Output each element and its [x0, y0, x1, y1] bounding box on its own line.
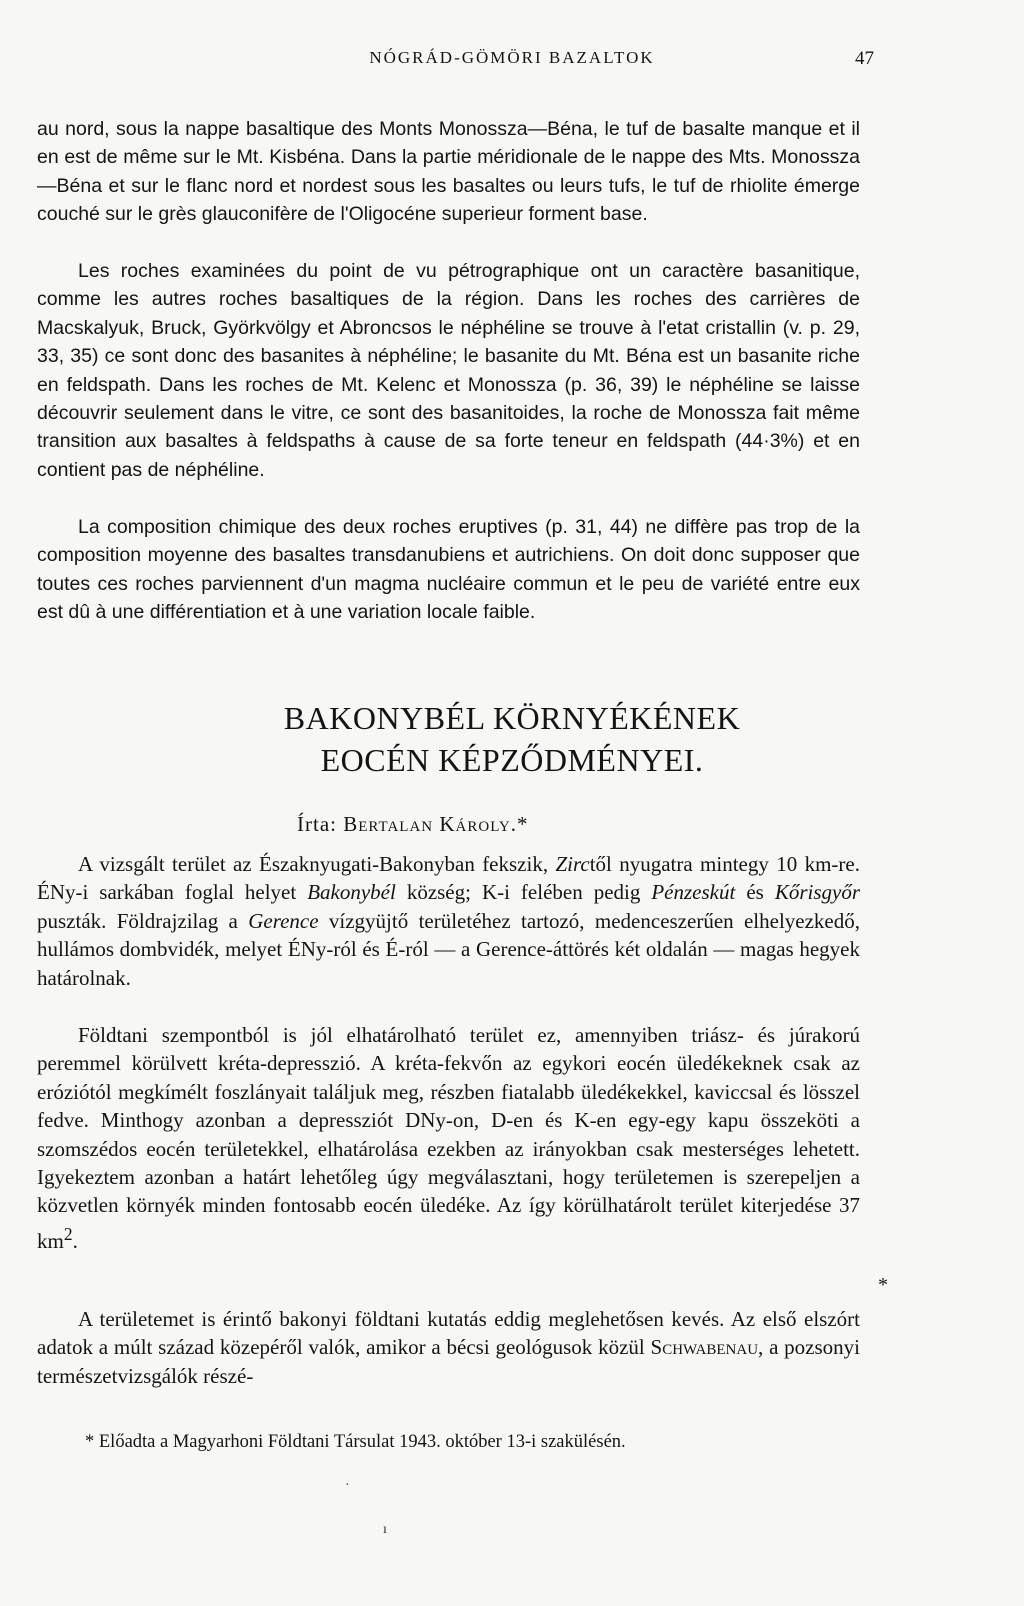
article-title-line-2: EOCÉN KÉPZŐDMÉNYEI. — [320, 742, 704, 778]
text-segment: től nyugatra mintegy 10 km-re. ÉNy-i sarkában foglal helyet — [37, 852, 860, 905]
print-speck: ı — [383, 1522, 387, 1537]
superscript: 2 — [63, 1223, 73, 1244]
running-title: NÓGRÁD-GÖMÖRI BAZALTOK — [369, 48, 655, 67]
page-header — [0, 48, 1024, 76]
place-name-bakonybel: Bakonybél — [307, 880, 396, 905]
text-segment: , a pozsonyi természetvizsgálók részé- — [37, 1335, 860, 1388]
text-segment: Földtani szempontból is jól elhatárolható terület ez, amennyiben triász- és júrakorú peremmel körülvett kréta-depresszió. A kréta-fekvőn az egykori eocén üledékeknek csak az eróziótól megkímélt foszlányait találjuk meg, részben fiatalabb üledékekkel, kaviccsal és lösszel fedve. Minthogy azonban a depressziót DNy-on, D-en és K-en egy-egy kapu összeköti a szomszédos eocén területekkel, elhatárolása ezekben az irányokban csak mesterséges lehetett. Igyekeztem azonban a határt lehetőleg úgy megválasztani, hogy területemen is szerepeljen a közvetlen környék minden fontosabb eocén üledéke. Az így körülhatárolt terület kiterjedése 37 km — [37, 1023, 860, 1253]
author-name-schwabenau: Schwabenau — [650, 1335, 759, 1360]
page-number: 47 — [855, 48, 874, 69]
french-paragraph-1: au nord, sous la nappe basaltique des Monts Monossza—Béna, le tuf de basalte manque et il en est de même sur le Mt. Kisbéna. Dans la partie méridionale de le nappe des Mts. Monossza—Béna et sur le flanc nord et nordest sous les basaltes ou leurs tufs, le tuf de rhiolite émerge couché sur le grès glauconifère de l'Oligocéne superieur forment base. — [37, 118, 860, 226]
hungarian-paragraph-3 — [37, 1305, 860, 1390]
author-name: Bertalan Károly. — [343, 812, 517, 836]
french-paragraph-2: Les roches examinées du point de vu pétrographique ont un caractère basanitique, comme les autres roches basaltiques de la région. Dans les roches des carrières de Macskalyuk, Bruck, Györkvölgy et Abroncsos le néphéline se trouve à l'etat cristallin (v. p. 29, 33, 35) ce sont donc des basanites à néphéline; le basanite du Mt. Béna est un basanite riche en feldspath. Dans les roches de Mt. Kelenc et Monossza (p. 36, 39) le néphéline se laisse découvrir seulement dans le vitre, ce sont des basanitoides, la roche de Monossza fait même transition aux basaltes à feldspaths à cause de sa forte teneur en feldspath (44·3%) et en contient pas de néphéline. — [37, 260, 860, 481]
text-segment: . — [72, 1228, 78, 1253]
place-name-zirc: Zirc — [555, 852, 590, 876]
article-title-line-1: BAKONYBÉL KÖRNYÉKÉNEK — [283, 700, 741, 736]
footnote-mark: * — [85, 1432, 95, 1452]
byline-prefix: Írta: — [297, 812, 344, 836]
text-segment: A vizsgált terület az Északnyugati-Bakonyban fekszik, — [78, 852, 556, 876]
hungarian-paragraph-1 — [37, 850, 860, 992]
text-segment: vízgyüjtő területéhez tartozó, medenceszerűen elhelyezkedő, hullámos dombvidék, melyet ÉNy-ról és É-ról — a Gerence-áttörés két oldalán — magas hegyek határolnak. — [37, 908, 860, 990]
text-segment: és — [735, 880, 775, 905]
author-footnote-mark: * — [516, 812, 529, 836]
french-paragraph-3: La composition chimique des deux roches eruptives (p. 31, 44) ne diffère pas trop de la composition moyenne des basaltes transdanubiens et autrichiens. On doit donc supposer que toutes ces roches parviennent d'un magma nucléaire commun et le peu de variété entre eux est dû à une différentiation et à une variation locale faible. — [37, 516, 860, 624]
footnote-text: Előadta a Magyarhoni Földtani Társulat 1943. október 13-i szakülésén. — [98, 1432, 626, 1452]
place-name-gerence: Gerence — [248, 908, 319, 933]
text-segment: puszták. Földrajzilag a — [37, 908, 249, 933]
print-speck: · — [345, 1478, 350, 1493]
byline — [297, 812, 528, 837]
section-separator: * — [878, 1274, 888, 1296]
text-segment: község; K-i felében pedig — [395, 880, 652, 905]
text-segment: A területemet is érintő bakonyi földtani kutatás eddig meglehetősen kevés. Az első elszórt adatok a múlt század közepéről valók, amikor a bécsi geológusok közül — [37, 1307, 860, 1360]
place-name-penzeskut: Pénzeskút — [651, 880, 736, 905]
footnote — [85, 1432, 626, 1453]
hungarian-paragraph-2 — [37, 1021, 860, 1255]
place-name-korisgyor: Kőrisgyőr — [774, 880, 860, 905]
